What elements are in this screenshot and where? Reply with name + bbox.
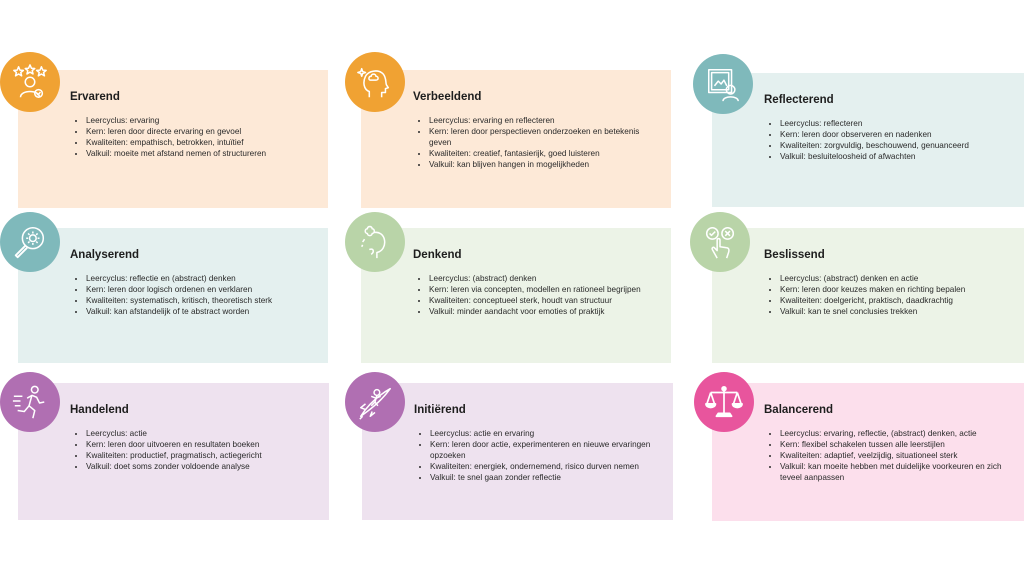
card-verbeeldend [361,70,671,208]
card-bullets [413,273,657,317]
bullet-leercyclus: • Leercyclus: (abstract) denken [429,273,657,284]
bullet-leercyclus: • Leercyclus: ervaring, reflectie, (abstract) denken, actie [780,428,1010,439]
bullet-kwaliteiten: • Kwaliteiten: creatief, fantasierijk, goed luisteren [429,148,657,159]
bullet-kern: • Kern: leren door uitvoeren en resultaten boeken [86,439,315,450]
card-initierend [362,383,673,520]
bullet-kern: • Kern: flexibel schakelen tussen alle leerstijlen [780,439,1010,450]
card-bullets [764,273,1010,317]
bullet-leercyclus: • Leercyclus: (abstract) denken en actie [780,273,1010,284]
card-title: Denkend [413,249,462,261]
person-frame-icon [693,54,753,114]
card-balancerend [712,383,1024,521]
bullet-leercyclus: • Leercyclus: actie en ervaring [430,428,659,439]
bullet-leercyclus: • Leercyclus: actie [86,428,315,439]
bullet-kern: • Kern: leren via concepten, modellen en rationeel begrijpen [429,284,657,295]
bullet-valkuil: • Valkuil: kan moeite hebben met duidelijke voorkeuren en zich teveel aanpassen [780,461,1010,483]
bullet-kern: • Kern: leren door perspectieven onderzoeken en betekenis geven [429,126,657,148]
card-bullets [70,273,314,317]
bullet-valkuil: • Valkuil: kan afstandelijk of te abstract worden [86,306,314,317]
bullet-kern: • Kern: leren door observeren en nadenken [780,129,1010,140]
card-reflecterend [712,73,1024,207]
hand-choice-icon [690,212,750,272]
bullet-leercyclus: • Leercyclus: reflecteren [780,118,1010,129]
bullet-valkuil: • Valkuil: kan te snel conclusies trekken [780,306,1010,317]
bullet-valkuil: • Valkuil: besluiteloosheid of afwachten [780,151,1010,162]
bullet-kwaliteiten: • Kwaliteiten: empathisch, betrokken, intuïtief [86,137,314,148]
bullet-valkuil: • Valkuil: minder aandacht voor emoties of praktijk [429,306,657,317]
magnifier-gear-icon [0,212,60,272]
rocket-person-icon [345,372,405,432]
bullet-kern: • Kern: leren door actie, experimenteren en nieuwe ervaringen opzoeken [430,439,659,461]
bullet-valkuil: • Valkuil: kan blijven hangen in mogelijkheden [429,159,657,170]
bullet-kern: • Kern: leren door directe ervaring en gevoel [86,126,314,137]
card-title: Beslissend [764,249,825,261]
bullet-kern: • Kern: leren door logisch ordenen en verklaren [86,284,314,295]
card-ervarend [18,70,328,208]
card-bullets [413,115,657,170]
bullet-valkuil: • Valkuil: doet soms zonder voldoende analyse [86,461,315,472]
bullet-leercyclus: • Leercyclus: ervaring en reflecteren [429,115,657,126]
people-stars-icon [0,52,60,112]
bullet-kwaliteiten: • Kwaliteiten: adaptief, veelzijdig, situationeel sterk [780,450,1010,461]
bullet-kwaliteiten: • Kwaliteiten: energiek, ondernemend, risico durven nemen [430,461,659,472]
bullet-kwaliteiten: • Kwaliteiten: productief, pragmatisch, actiegericht [86,450,315,461]
card-title: Reflecterend [764,94,834,106]
card-bullets [70,115,314,159]
scales-icon [694,372,754,432]
card-title: Ervarend [70,91,120,103]
card-beslissend [712,228,1024,363]
bullet-valkuil: • Valkuil: moeite met afstand nemen of structureren [86,148,314,159]
bullet-leercyclus: • Leercyclus: ervaring [86,115,314,126]
head-cloud-icon [345,52,405,112]
card-analyserend [18,228,328,363]
card-title: Initiërend [414,404,466,416]
running-person-icon [0,372,60,432]
card-handelend [18,383,329,520]
bullet-kwaliteiten: • Kwaliteiten: zorgvuldig, beschouwend, genuanceerd [780,140,1010,151]
card-title: Analyserend [70,249,140,261]
card-bullets [764,428,1010,483]
bullet-kwaliteiten: • Kwaliteiten: conceptueel sterk, houdt van structuur [429,295,657,306]
card-title: Balancerend [764,404,834,416]
bullet-leercyclus: • Leercyclus: reflectie en (abstract) denken [86,273,314,284]
card-denkend [361,228,671,363]
thinking-head-icon [345,212,405,272]
bullet-kern: • Kern: leren door keuzes maken en richting bepalen [780,284,1010,295]
card-title: Verbeeldend [413,91,482,103]
bullet-valkuil: • Valkuil: te snel gaan zonder reflectie [430,472,659,483]
bullet-kwaliteiten: • Kwaliteiten: systematisch, kritisch, theoretisch sterk [86,295,314,306]
card-bullets [414,428,659,483]
card-title: Handelend [70,404,129,416]
card-bullets [764,118,1010,162]
card-bullets [70,428,315,472]
bullet-kwaliteiten: • Kwaliteiten: doelgericht, praktisch, daadkrachtig [780,295,1010,306]
